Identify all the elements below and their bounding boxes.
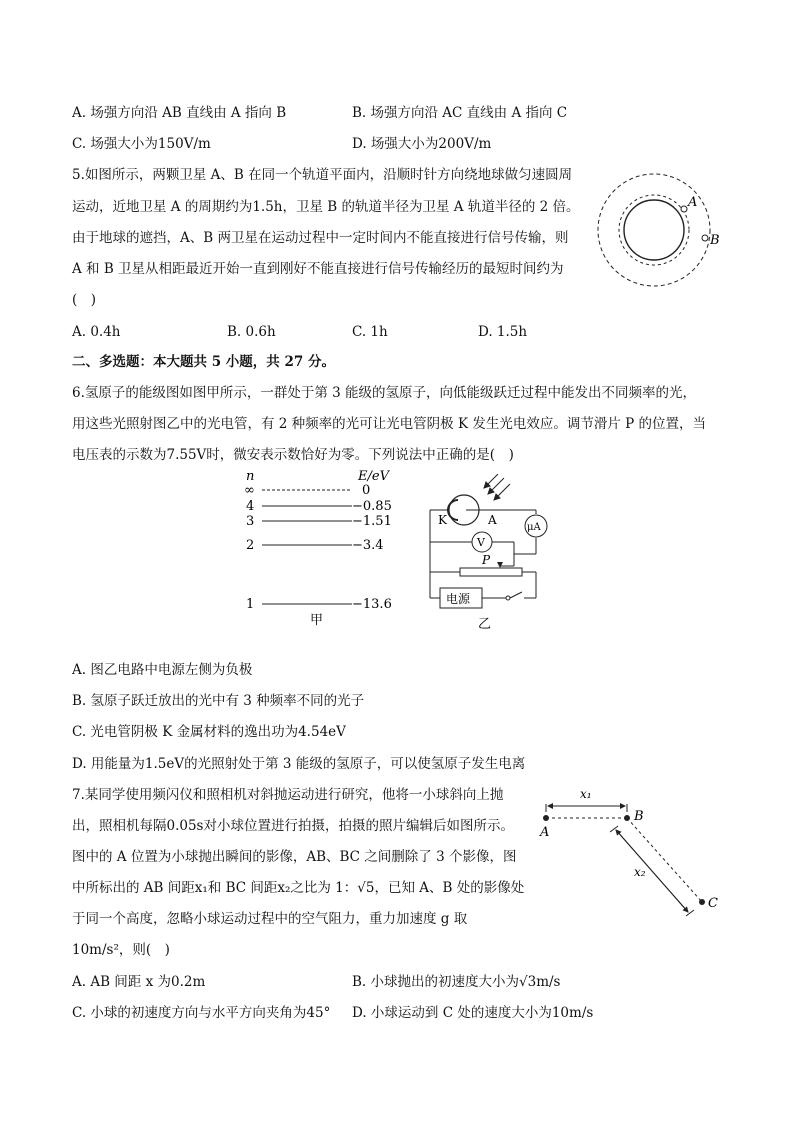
q5-option-c: C. 1h — [352, 324, 388, 340]
q7-option-a: A. AB 间距 x 为0.2m — [72, 974, 206, 990]
bc-segment — [627, 818, 702, 902]
satellite-b-label: B — [710, 233, 720, 248]
switch-blade — [510, 592, 522, 598]
q5-text-line-3: 由于地球的遮挡，A、B 两卫星在运动过程中一定时间内不能直接进行信号传输，则 — [72, 230, 569, 246]
q6-option-a: A. 图乙电路中电源左侧为负极 — [72, 662, 253, 678]
q4-option-c: C. 场强大小为150V/m — [72, 136, 211, 152]
q5-text-line-5: ( ) — [72, 292, 97, 308]
light-rays-icon — [484, 474, 510, 500]
level-e-1: −13.6 — [352, 597, 392, 612]
microammeter-label: μA — [527, 522, 541, 533]
q5-option-d: D. 1.5h — [478, 324, 528, 340]
cathode-label: K — [438, 513, 447, 527]
q5-option-a: A. 0.4h — [72, 324, 121, 340]
outer-orbit — [598, 174, 710, 286]
level-n-inf: ∞ — [244, 483, 255, 498]
q7-text-line-5: 于同一个高度，忽略小球运动过程中的空气阻力，重力加速度 g 取 — [72, 911, 468, 927]
q7-option-b: B. 小球抛出的初速度大小为√3m/s — [352, 974, 561, 990]
q6-text-line-3: 电压表的示数为7.55V时，微安表示数恰好为零。下列说法中正确的是( ) — [72, 447, 514, 463]
x1-label: x₁ — [580, 787, 592, 801]
point-a-dot — [543, 815, 549, 821]
x2-label: x₂ — [634, 865, 646, 879]
level-e-2: −3.4 — [352, 538, 384, 553]
inner-orbit — [619, 195, 689, 265]
level-n-4: 4 — [246, 499, 255, 514]
power-source-label: 电源 — [446, 592, 471, 606]
level-n-3: 3 — [246, 514, 255, 529]
q6-text-line-1: 6.氢原子的能级图如图甲所示，一群处于第 3 能级的氢原子，向低能级跃迁过程中能发出不同频率的光， — [72, 385, 697, 401]
q7-text-line-4: 中所标出的 AB 间距x₁和 BC 间距x₂之比为 1：√5，已知 A、B 处的影像处 — [72, 880, 525, 896]
figure-yi-caption: 乙 — [478, 617, 492, 632]
level-e-inf: 0 — [362, 483, 371, 498]
section-2-heading: 二、多选题：本大题共 5 小题，共 27 分。 — [72, 354, 335, 370]
q7-option-c: C. 小球的初速度方向与水平方向夹角为45° — [72, 1005, 331, 1021]
q5-option-b: B. 0.6h — [227, 324, 276, 340]
photoelectric-circuit-diagram — [422, 474, 558, 634]
point-b-label: B — [634, 809, 644, 824]
point-a-label: A — [540, 825, 550, 840]
figure-jia-caption: 甲 — [310, 613, 324, 628]
q7-option-d: D. 小球运动到 C 处的速度大小为10m/s — [352, 1005, 594, 1021]
slider-arrow-icon — [497, 562, 503, 568]
q6-option-c: C. 光电管阴极 K 金属材料的逸出功为4.54eV — [72, 724, 346, 740]
satellite-b-dot — [702, 235, 708, 241]
satellite-orbit-figure — [592, 160, 732, 310]
satellite-a-label: A — [688, 195, 698, 210]
energy-level-diagram — [240, 466, 400, 628]
point-c-dot — [699, 899, 705, 905]
voltmeter-label: V — [477, 536, 485, 549]
earth-circle — [624, 200, 684, 260]
level-n-2: 2 — [246, 538, 255, 553]
q7-text-line-2: 出，照相机每隔0.05s对小球位置进行拍摄，拍摄的照片编辑后如图所示。 — [72, 818, 514, 834]
anode-label: A — [488, 513, 497, 527]
q6-option-d: D. 用能量为1.5eV的光照射处于第 3 能级的氢原子，可以使氢原子发生电离 — [72, 756, 526, 772]
q6-option-b: B. 氢原子跃迁放出的光中有 3 种频率不同的光子 — [72, 693, 365, 709]
q4-option-a: A. 场强方向沿 AB 直线由 A 指向 B — [72, 105, 287, 121]
rheostat — [460, 568, 522, 576]
q5-text-line-1: 5.如图所示，两颗卫星 A、B 在同一个轨道平面内，沿顺时针方向绕地球做匀速圆周 — [72, 167, 573, 183]
energy-axis-label: E/eV — [358, 469, 389, 484]
switch-contact — [506, 596, 510, 600]
q5-text-line-4: A 和 B 卫星从相距最近开始一直到刚好不能直接进行信号传输经历的最短时间约为 — [72, 261, 564, 277]
q6-text-line-2: 用这些光照射图乙中的光电管，有 2 种频率的光可让光电管阴极 K 发生光电效应。调节滑片 P 的位置，当 — [72, 416, 707, 432]
q4-option-d: D. 场强大小为200V/m — [352, 136, 492, 152]
point-c-label: C — [708, 896, 718, 911]
projectile-figure — [530, 782, 730, 922]
q7-text-line-1: 7.某同学使用频闪仪和照相机对斜抛运动进行研究，他将一小球斜向上抛 — [72, 787, 504, 803]
level-e-3: −1.51 — [352, 514, 392, 529]
n-axis-label: n — [246, 469, 255, 484]
q7-text-line-3: 图中的 A 位置为小球抛出瞬间的影像，AB、BC 之间删除了 3 个影像，图 — [72, 849, 517, 865]
q4-option-b: B. 场强方向沿 AC 直线由 A 指向 C — [352, 105, 568, 121]
level-n-1: 1 — [246, 597, 255, 612]
satellite-a-dot — [681, 206, 687, 212]
slider-label: P — [482, 553, 491, 567]
q7-text-line-6: 10m/s²，则( ) — [72, 942, 170, 958]
q5-text-line-2: 运动，近地卫星 A 的周期约为1.5h，卫星 B 的轨道半径为卫星 A 轨道半径的 2 倍。 — [72, 199, 580, 215]
level-e-4: −0.85 — [352, 499, 392, 514]
